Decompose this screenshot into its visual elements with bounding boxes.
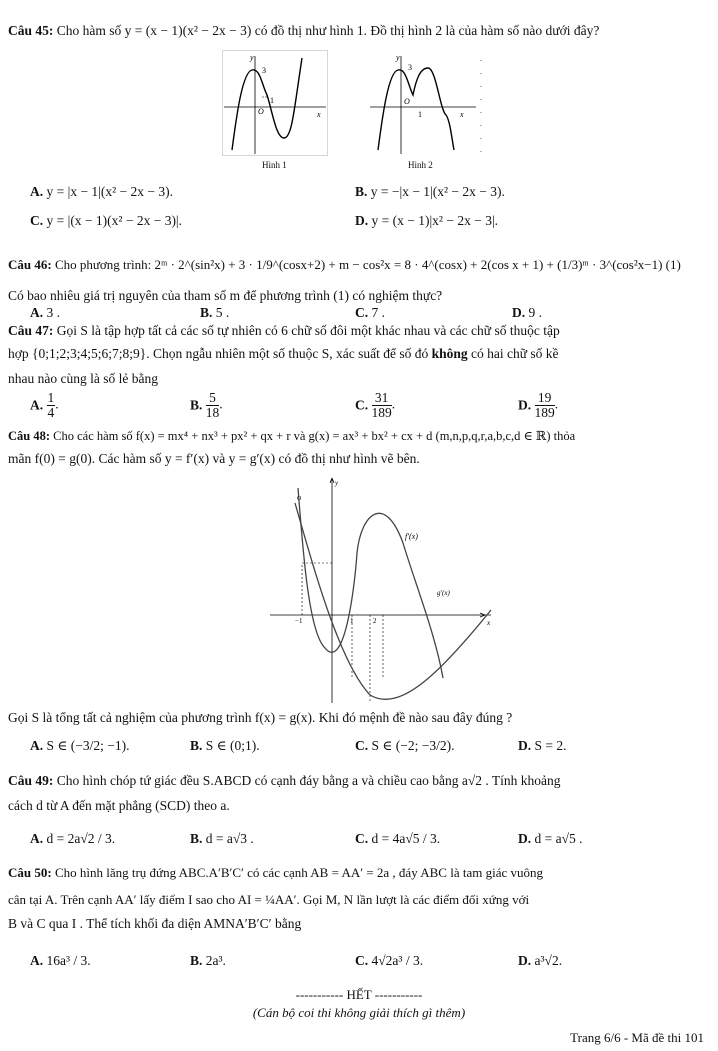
q50-option-a[interactable]: A. 16a³ / 3. <box>30 953 91 968</box>
fig1-origin-label: O <box>258 107 264 116</box>
fig2-x-label: x <box>460 110 464 119</box>
q45-option-c[interactable]: C. y = |(x − 1)(x² − 2x − 3)|. <box>30 213 183 228</box>
q47-option-c[interactable]: C. $\frac{31}{189}$ . <box>355 390 396 420</box>
q47-option-b[interactable]: B. $\frac{5}{18}$ . <box>190 390 223 420</box>
q48-option-a[interactable]: A. S ∈ (−3/2; −1). <box>30 738 130 753</box>
q46-option-c[interactable]: C. 7 . <box>355 305 385 320</box>
q46-label: Câu 46: <box>8 257 52 272</box>
q50-option-d[interactable]: D. a³√2. <box>518 953 563 968</box>
q50-line2: cân tại A. Trên cạnh AA′ lấy điểm I sao cho AI = ¼AA′. Gọi M, N lần lượt là các điểm đối xứng với <box>8 892 530 907</box>
q50-line1: Cho hình lăng trụ đứng ABC.A′B′C′ có các cạnh AB = AA′ = 2a , đáy ABC là tam giác vuông <box>54 865 543 880</box>
fig2-three-label: 3 <box>408 63 412 72</box>
q45-option-d[interactable]: D. y = (x − 1)|x² − 2x − 3|. <box>355 213 499 228</box>
q49-option-a[interactable]: A. d = 2a√2 / 3. <box>30 831 116 846</box>
q48-statement <box>8 428 575 445</box>
q45-option-b[interactable]: B. y = −|x − 1|(x² − 2x − 3). <box>355 184 505 199</box>
fig1-curve <box>232 58 302 150</box>
q48-fprime-label: f′(x) <box>405 532 418 541</box>
q48-line1: Cho các hàm số f(x) = mx⁴ + nx³ + px² + qx + r và g(x) = ax³ + bx² + cx + d (m,n,p,q,r,a,b,c,d ∈ ℝ) thỏa <box>53 429 576 443</box>
q47-statement <box>8 322 560 339</box>
q49-label: Câu 49: <box>8 773 54 788</box>
q45-text: Cho hàm số y = (x − 1)(x² − 2x − 3) có đồ thị như hình 1. Đồ thị hình 2 là của hàm số nào dưới đây? <box>56 23 600 38</box>
q47-line1: Gọi S là tập hợp tất cả các số tự nhiên có 6 chữ số đôi một khác nhau và các chữ số thuộc tập <box>56 323 560 338</box>
fig1-one-label: 1 <box>270 96 274 105</box>
q45-label: Câu 45: <box>8 23 54 38</box>
fig1-three-label: 3 <box>262 66 266 75</box>
fig2-origin-label: O <box>404 97 410 106</box>
q48-y-label: y <box>335 479 339 487</box>
q45-option-a[interactable]: A. y = |x − 1|(x² − 2x − 3). <box>30 184 174 199</box>
q50-option-b[interactable]: B. 2a³. <box>190 953 226 968</box>
q49-option-d[interactable]: D. d = a√5 . <box>518 831 583 846</box>
q47-line2: hợp {0;1;2;3;4;5;6;7;8;9}. Chọn ngẫu nhiên một số thuộc S, xác suất để số đó không có hai chữ số kề <box>8 346 559 361</box>
q49-option-b[interactable]: B. d = a√3 . <box>190 831 254 846</box>
q48-fprime-curve <box>298 488 443 678</box>
q46-text: Cho phương trình: 2ᵐ · 2^(sin²x) + 3 · 1/9^(cosx+2) + m − cos²x = 8 · 4^(cosx) + 2(cos x + 1) + (1/3)ᵐ · 3^(cos²x−1) (1) <box>54 257 681 272</box>
end-marker: ----------- HẾT ----------- <box>295 987 423 1002</box>
q49-line2: cách d từ A đến mặt phẳng (SCD) theo a. <box>8 798 230 813</box>
q46-option-b[interactable]: B. 5 . <box>200 305 230 320</box>
q48-line3: Gọi S là tổng tất cả nghiệm của phương trình f(x) = g(x). Khi đó mệnh đề nào sau đây đúng ? <box>8 710 513 725</box>
q47-label: Câu 47: <box>8 323 54 338</box>
q50-label: Câu 50: <box>8 865 52 880</box>
q49-option-c[interactable]: C. d = 4a√5 / 3. <box>355 831 441 846</box>
fig2-curve <box>378 68 454 150</box>
q47-option-a[interactable]: A. $\frac{1}{4}$ . <box>30 390 59 420</box>
fig2-y-label: y <box>396 53 400 62</box>
q46-option-a[interactable]: A. 3 . <box>30 305 60 320</box>
q45-statement <box>8 22 599 39</box>
q46-statement <box>8 256 681 273</box>
q48-gprime-curve <box>295 503 491 699</box>
q47-line3: nhau nào cùng là số lẻ bằng <box>8 371 158 386</box>
q46-line2: Có bao nhiêu giá trị nguyên của tham số m để phương trình (1) có nghiệm thực? <box>8 288 443 303</box>
q48-origin-label: O <box>297 496 302 502</box>
q46-option-d[interactable]: D. 9 . <box>512 305 542 320</box>
q45-figure-1 <box>222 50 334 160</box>
q48-graph <box>265 473 497 706</box>
q45-figure-2 <box>368 50 488 160</box>
q48-option-d[interactable]: D. S = 2. <box>518 738 567 753</box>
proctor-note: (Cán bộ coi thi không giải thích gì thêm) <box>252 1005 466 1020</box>
q48-x-label: x <box>487 619 491 627</box>
q48-minus-one-label: −1 <box>295 617 303 625</box>
page-number: Trang 6/6 - Mã đề thi 101 <box>570 1030 704 1045</box>
q50-line3: B và C qua I . Thể tích khối đa diện AMNA′B′C′ bằng <box>8 916 302 931</box>
fig1-y-label: y <box>250 53 254 62</box>
q48-one-label: 1 <box>350 617 354 625</box>
q47-option-d[interactable]: D. $\frac{19}{189}$ . <box>518 390 559 420</box>
q50-statement <box>8 864 543 881</box>
q49-statement <box>8 772 561 789</box>
q48-gprime-label: g′(x) <box>437 589 450 597</box>
q49-line1: Cho hình chóp tứ giác đều S.ABCD có cạnh đáy bằng a và chiều cao bằng a√2 . Tính khoảng <box>56 773 561 788</box>
q48-label: Câu 48: <box>8 429 51 443</box>
q50-option-c[interactable]: C. 4√2a³ / 3. <box>355 953 424 968</box>
q45-fig1-caption: Hình 1 <box>262 160 287 170</box>
fig1-x-label: x <box>317 110 321 119</box>
q45-fig2-caption: Hình 2 <box>408 160 433 170</box>
q48-option-c[interactable]: C. S ∈ (−2; −3/2). <box>355 738 455 753</box>
q48-option-b[interactable]: B. S ∈ (0;1). <box>190 738 260 753</box>
fig2-one-label: 1 <box>418 110 422 119</box>
q48-line2: mãn f(0) = g(0). Các hàm số y = f′(x) và y = g′(x) có đồ thị như hình vẽ bên. <box>8 451 420 466</box>
q48-two-label: 2 <box>373 617 377 625</box>
